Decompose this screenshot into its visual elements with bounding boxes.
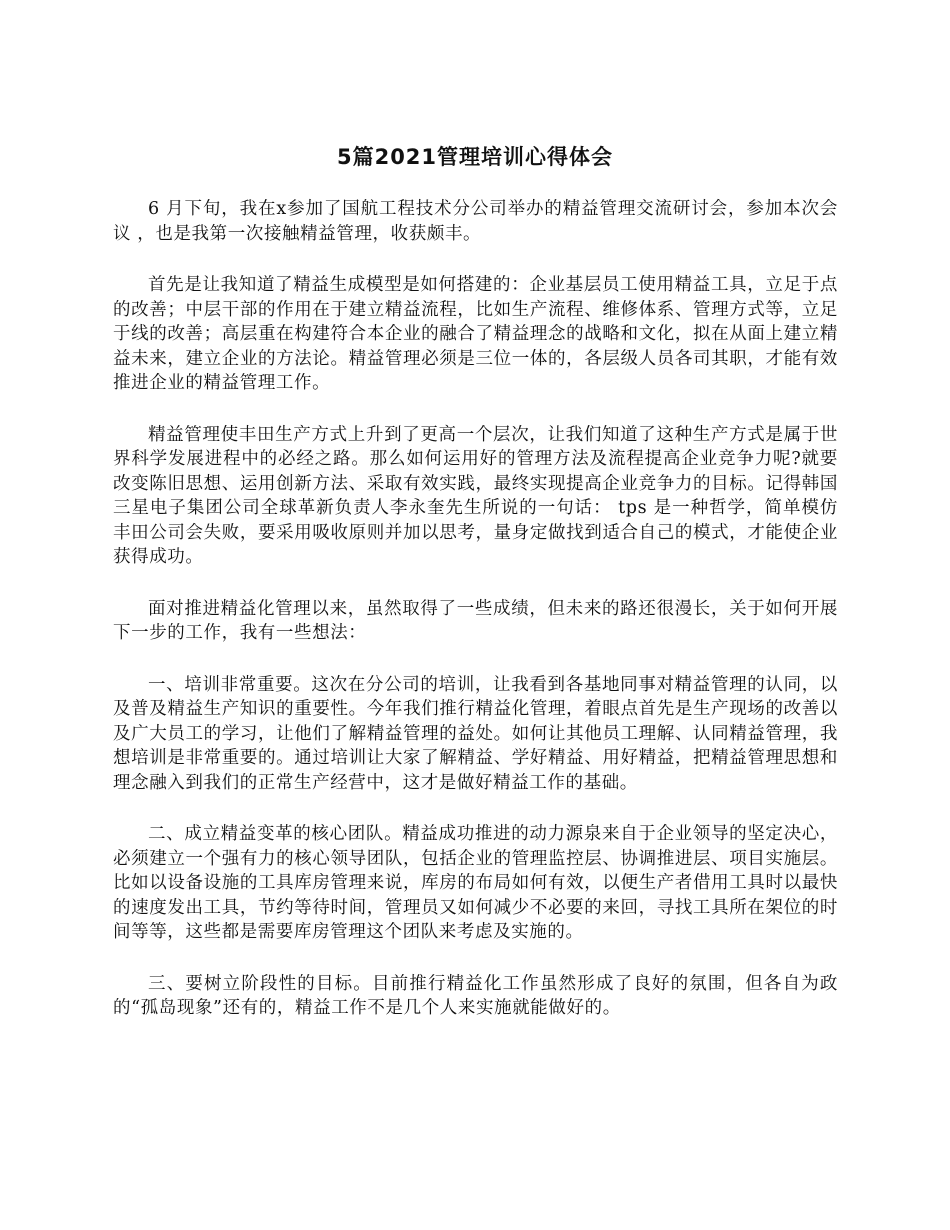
paragraph-1: 6 月下旬，我在x参加了国航工程技术分公司举办的精益管理交流研讨会，参加本次会议 ，也是我第一次接触精益管理，收获颇丰。 — [113, 199, 838, 244]
paragraph-6: 二、成立精益变革的核心团队。精益成功推进的动力源泉来自于企业领导的坚定决心，必须建立一个强有力的核心领导团队，包括企业的管理监控层、协调推进层、项目实施层。比如以设备设施的工具库房管理来说，库房的布局如何有效，以便生产者借用工具时以最快的速度发出工具，节约等待时间，管理员又如何减少不必要的来回，寻找工具所在架位的时间等等，这些都是需要库房管理这个团队来考虑及实施的。 — [113, 824, 838, 942]
paragraph-7: 三、要树立阶段性的目标。目前推行精益化工作虽然形成了良好的氛围，但各自为政的“孤岛现象”还有的，精益工作不是几个人来实施就能做好的。 — [113, 973, 838, 1018]
paragraph-3: 精益管理使丰田生产方式上升到了更高一个层次，让我们知道了这种生产方式是属于世界科学发展进程中的必经之路。那么如何运用好的管理方法及流程提高企业竞争力呢?就要改变陈旧思想、运用创新方法、采取有效实践，最终实现提高企业竞争力的目标。记得韩国三星电子集团公司全球革新负责人李永奎先生所说的一句话： tps 是一种哲学，简单模仿丰田公司会失败，要采用吸收原则并加以思考，量身定做找到适合自己的模式，才能使企业获得成功。 — [113, 424, 838, 567]
paragraph-5: 一、培训非常重要。这次在分公司的培训，让我看到各基地同事对精益管理的认同，以及普及精益生产知识的重要性。今年我们推行精益化管理，着眼点首先是生产现场的改善以及广大员工的学习，让他们了解精益管理的益处。如何让其他员工理解、认同精益管理，我想培训是非常重要的。通过培训让大家了解精益、学好精益、用好精益，把精益管理思想和理念融入到我们的正常生产经营中，这才是做好精益工作的基础。 — [113, 674, 838, 793]
paragraph-4: 面对推进精益化管理以来，虽然取得了一些成绩，但未来的路还很漫长，关于如何开展下一步的工作，我有一些想法： — [113, 598, 838, 643]
paragraph-2: 首先是让我知道了精益生成模型是如何搭建的：企业基层员工使用精益工具，立足于点的改善；中层干部的作用在于建立精益流程，比如生产流程、维修体系、管理方式等，立足于线的改善；高层重在构建符合本企业的融合了精益理念的战略和文化，拟在从面上建立精益未来，建立企业的方法论。精益管理必须是三位一体的，各层级人员各司其职，才能有效推进企业的精益管理工作。 — [113, 275, 838, 393]
document-title: 5篇2021管理培训心得体会 — [336, 145, 614, 169]
document-body — [113, 197, 838, 1048]
